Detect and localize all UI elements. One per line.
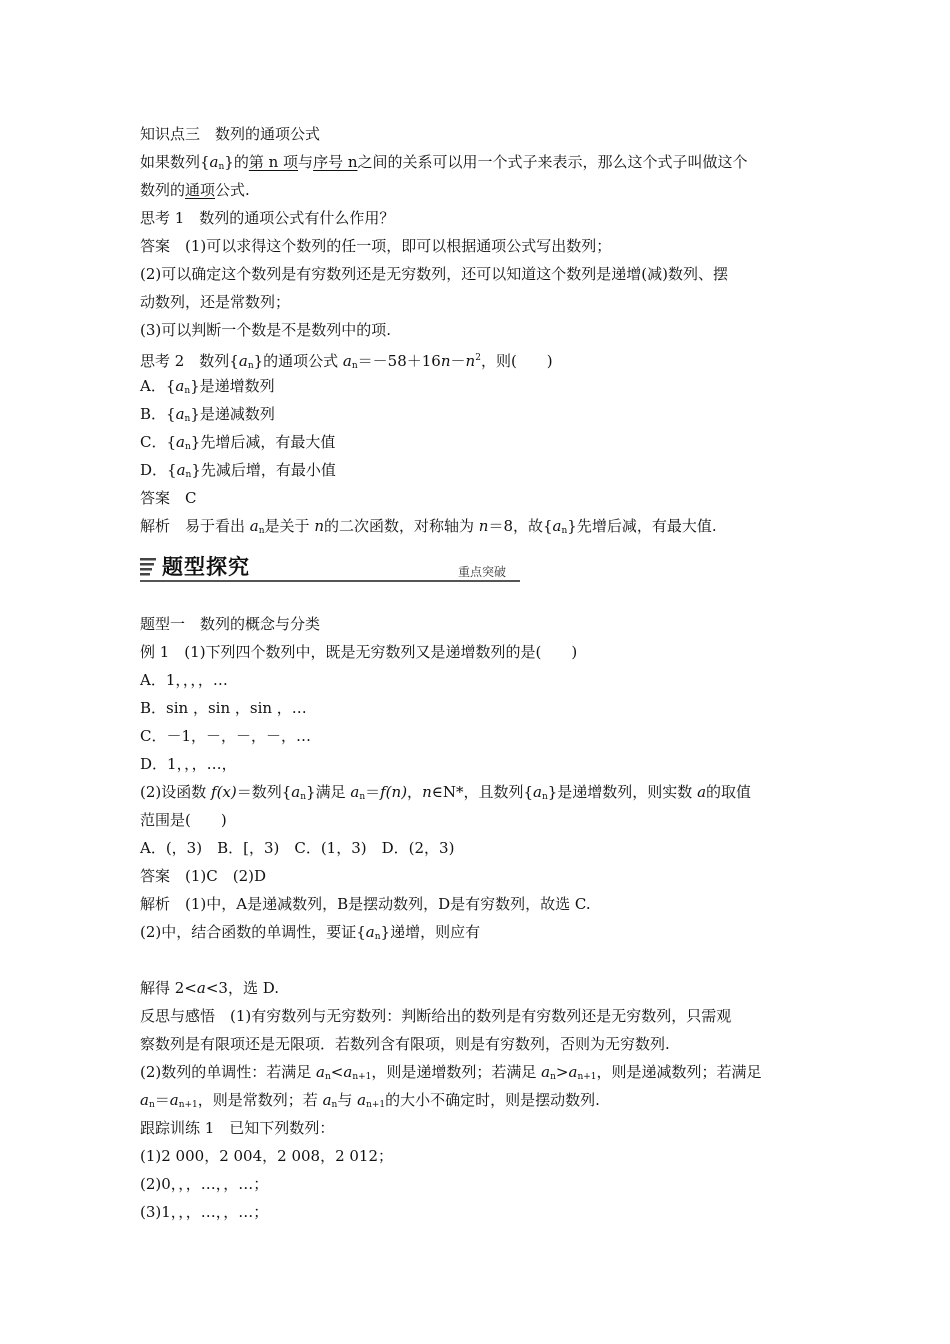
think2-option-b: B．$\{a_n\}$是递减数列 — [140, 405, 275, 424]
type1-heading: 题型一 数列的概念与分类 — [140, 615, 321, 633]
example1-question: 例 1 (1)下列四个数列中，既是无穷数列又是递增数列的是( ) — [140, 643, 578, 661]
example1-option-a: A．1，，，，… — [140, 671, 228, 689]
formula-gap — [140, 946, 820, 974]
definition-line-2: 数列的通项公式. — [140, 181, 250, 199]
type1-analysis-1: 解析 (1)中，A是递减数列，B是摆动数列，D是有穷数列，故选 C. — [140, 895, 591, 913]
type1-analysis-2: (2)中，结合函数的单调性，要证$\{a_n\}$递增，则应有 — [140, 923, 481, 942]
think2-analysis: 解析 易于看出 $a_n$是关于 n的二次函数，对称轴为 n＝8，故$\{a_n\}$先增后减，有最大值. — [140, 517, 717, 536]
knowledge-point-heading: 知识点三 数列的通项公式 — [140, 125, 321, 143]
section-header — [140, 554, 820, 596]
stripes-icon — [140, 558, 156, 576]
think1-answer-3: (3)可以判断一个数是不是数列中的项. — [140, 321, 392, 339]
think2-option-a: A．$\{a_n\}$是递增数列 — [140, 377, 275, 396]
practice-heading: 跟踪训练 1 已知下列数列： — [140, 1119, 335, 1137]
think1-answer-1: 答案 (1)可以求得这个数列的任一项，即可以根据通项公式写出数列； — [140, 237, 612, 255]
think2-question: 思考 2 数列$\{a_n\}$的通项公式 $a_n=-58+16n-n^2$，则( ) — [140, 352, 553, 371]
practice-item-3: (3)1，，，…，，…； — [140, 1203, 269, 1221]
section-tag: 重点突破 — [458, 565, 507, 579]
think2-answer: 答案 C — [140, 489, 197, 507]
think1-answer-2b: 动数列，还是常数列； — [140, 293, 291, 311]
example1-option-d: D．1，，，…， — [140, 755, 237, 773]
think1-question: 思考 1 数列的通项公式有什么作用？ — [140, 209, 395, 227]
example2-question-1: (2)设函数 f(x)＝数列$\{a_n\}$满足 $a_n=f(n)$，n∈N*，且数列$\{a_n\}$是递增数列，则实数 a的取值 — [140, 783, 752, 802]
think2-option-c: C．$\{a_n\}$先增后减，有最大值 — [140, 433, 336, 452]
underlined-term: 序号 n — [313, 153, 358, 171]
think1-answer-2a: (2)可以确定这个数列是有穷数列还是无穷数列，还可以知道这个数列是递增(减)数列、摆 — [140, 265, 728, 283]
example1-option-c: C．－1，－，－，－，… — [140, 727, 312, 745]
example2-question-2: 范围是( ) — [140, 811, 227, 829]
reflection-line-4: $a_n=a_{n+1}$，则是常数列；若 $a_n$与 $a_{n+1}$的大小不确定时，则是摆动数列. — [140, 1091, 600, 1110]
underlined-term: 通项 — [185, 181, 216, 199]
page-content — [140, 120, 820, 1226]
reflection-line-3: (2)数列的单调性：若满足 $a_n<a_{n+1}$，则是递增数列；若满足 $a_n>a_{n+1}$，则是递减数列；若满足 — [140, 1063, 762, 1082]
practice-item-2: (2)0，，，…，，…； — [140, 1175, 269, 1193]
practice-item-1: (1)2 000，2 004，2 008，2 012； — [140, 1147, 394, 1165]
type1-solution: 解得 2<a<3，选 D. — [140, 979, 279, 997]
think2-option-d: D．$\{a_n\}$先减后增，有最小值 — [140, 461, 336, 480]
type1-answer: 答案 (1)C (2)D — [140, 867, 266, 885]
reflection-line-1: 反思与感悟 (1)有穷数列与无穷数列：判断给出的数列是有穷数列还是无穷数列，只需观 — [140, 1007, 732, 1025]
section-rule — [140, 580, 520, 582]
section-title: 题型探究 — [162, 555, 250, 579]
example1-option-b: B．sin ，sin ，sin ，… — [140, 699, 307, 717]
example2-options: A．(，3) B．[，3) C．(1，3) D．(2，3) — [140, 839, 455, 857]
definition-line-1: 如果数列$\{a_n\}$的第 n 项与序号 n之间的关系可以用一个式子来表示，那么这个式子叫做这个 — [140, 153, 748, 172]
underlined-term: 第 n 项 — [248, 153, 299, 171]
reflection-line-2: 察数列是有限项还是无限项．若数列含有限项，则是有穷数列，否则为无穷数列. — [140, 1035, 670, 1053]
